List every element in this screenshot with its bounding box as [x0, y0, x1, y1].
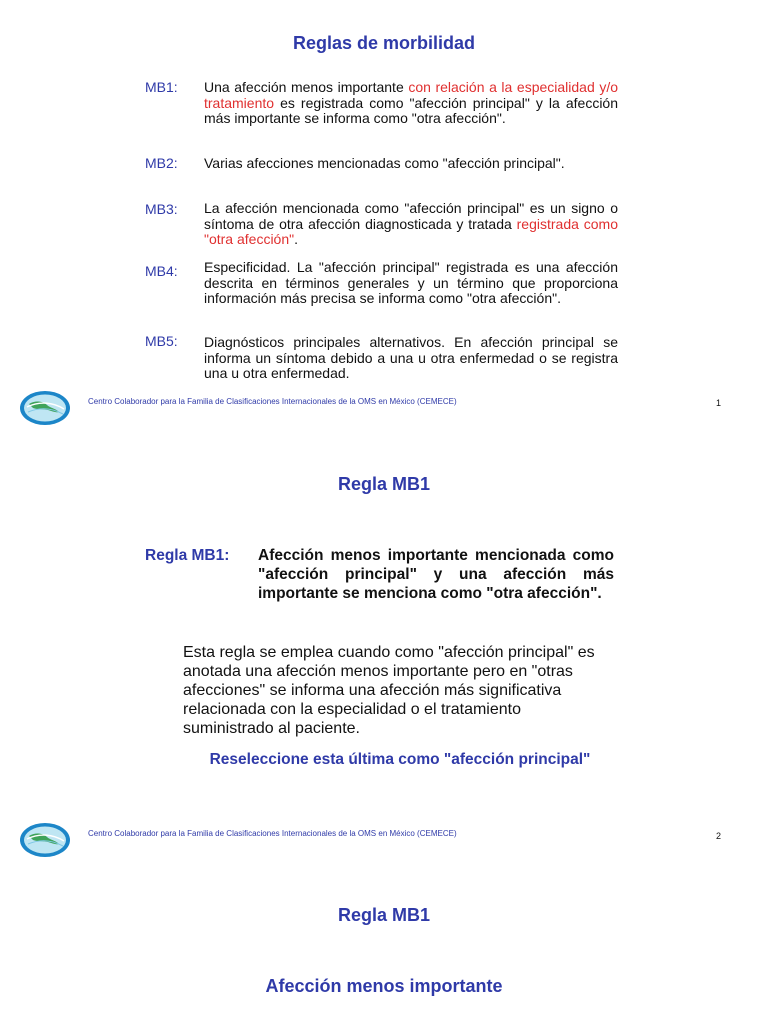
rule-mb1-label: Regla MB1: — [145, 547, 230, 564]
rule-text-mb3-b: . — [294, 231, 298, 247]
slide3-subtitle: Afección menos importante — [265, 976, 503, 996]
rule-label-mb4: MB4: — [145, 263, 178, 279]
cemece-globe-logo — [19, 390, 71, 426]
page-number: 2 — [716, 831, 722, 841]
footer-text: Centro Colaborador para la Familia de Clasificaciones Internacionales de la OMS en México (CEMECE) — [88, 397, 457, 406]
rule-text-mb1-a: Una afección menos importante — [204, 79, 409, 95]
slide1-title: Reglas de morbilidad — [292, 33, 476, 53]
rule-text-mb1-highlight: con relación a la especialidad y/o tratamiento — [204, 79, 618, 111]
rule-text-mb1-b: es registrada como "afección principal" y la afección más importante se informa como "otra afección". — [204, 94, 618, 126]
rule-text-mb2: Varias afecciones mencionadas como "afección principal". — [204, 155, 565, 171]
footer-text: Centro Colaborador para la Familia de Clasificaciones Internacionales de la OMS en México (CEMECE) — [88, 829, 457, 838]
rule-label-mb3: MB3: — [145, 201, 178, 217]
rule-text-mb3 — [204, 201, 618, 248]
rule-mb1-definition: Afección menos importante mencionada como "afección principal" y una afección más importante se menciona como "otra afección". — [258, 547, 614, 602]
rule-label-mb1: MB1: — [145, 79, 178, 95]
cemece-globe-logo — [19, 822, 71, 858]
rule-text-mb3-highlight: registrada como "otra afección" — [204, 215, 618, 247]
rule-mb1-explanation: Esta regla se emplea cuando como "afección principal" es anotada una afección menos importante pero en "otras afecciones" se informa una afección más significativa relacionada con la especialidad o el tratamiento suministrado al paciente. — [183, 644, 595, 737]
rule-text-mb3-a: La afección mencionada como "afección principal" es un signo o síntoma de otra afección diagnosticada y tratada — [204, 200, 618, 232]
rule-text-mb4: Especificidad. La "afección principal" registrada es una afección descrita en términos generales y un término que proporciona información más precisa se informa como "otra afección". — [204, 259, 618, 306]
slide2-title: Regla MB1 — [337, 474, 431, 494]
rule-mb1-action: Reseleccione esta última como "afección principal" — [209, 751, 591, 768]
rule-text-mb5: Diagnósticos principales alternativos. En afección principal se informa un síntoma debido a una u otra enfermedad o se registra una u otra enfermedad. — [204, 334, 618, 381]
slide3-title: Regla MB1 — [337, 905, 431, 925]
page-number: 1 — [716, 398, 722, 408]
rule-label-mb2: MB2: — [145, 155, 178, 171]
rule-text-mb1 — [204, 80, 618, 127]
rule-label-mb5: MB5: — [145, 333, 178, 349]
